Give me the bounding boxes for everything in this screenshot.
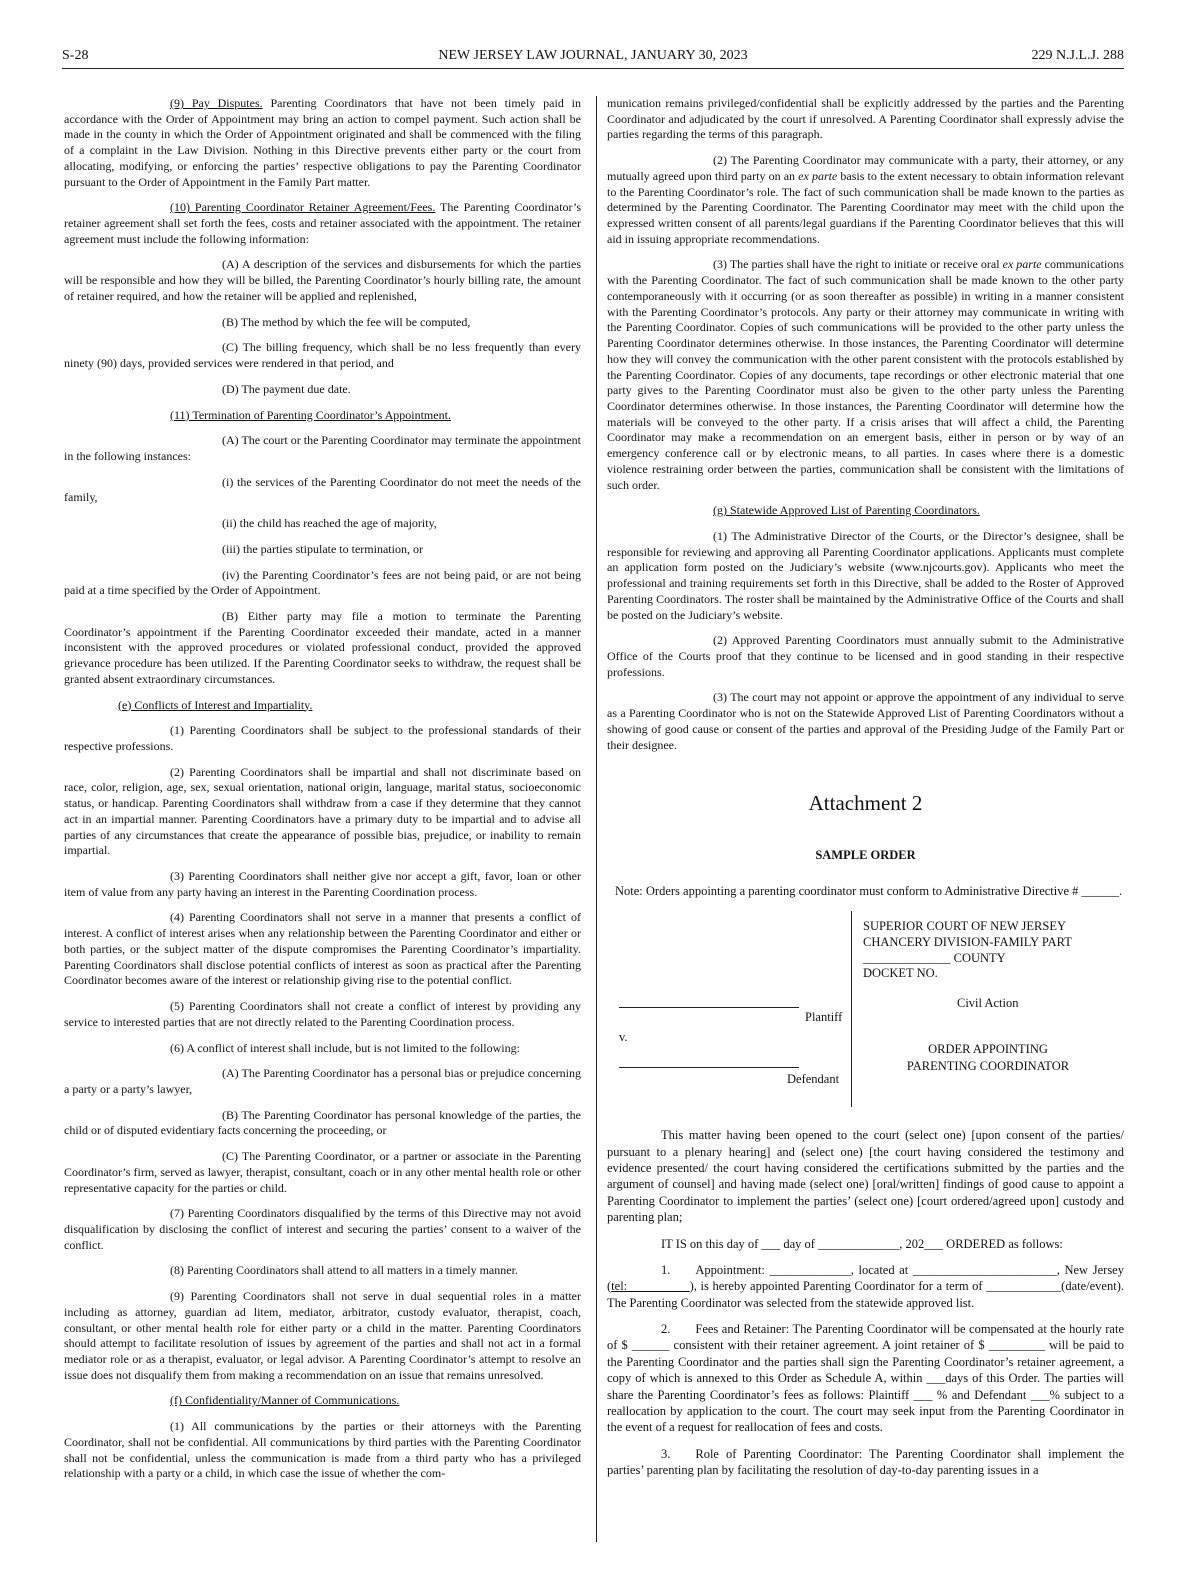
paragraph: (1) Parenting Coordinators shall be subject to the professional standards of their respective professions.	[64, 723, 581, 753]
paragraph: (2) Approved Parenting Coordinators must annually submit to the Administrative Office of the Courts proof that they continue to be licensed and in good standing in their respective professions.	[607, 633, 1124, 679]
section-heading-text: (g) Statewide Approved List of Parenting Coordinators.	[713, 503, 980, 518]
order-item-fees: 2. Fees and Retainer: The Parenting Coordinator will be compensated at the hourly rate of $ ______ consistent with their retainer agreement. A joint retainer of $ _________ will be paid to the Parenting Coordinator and the parties shall sign the Parenting Coordinator’s retainer agreement, a copy of which is annexed to this Order as Schedule A, within ___days of this Order. The parties will share the Parenting Coordinator’s fees as follows: Plaintiff ___ % and Defendant ___% subject to a reallocation by application to the court. The court may seek input from the Parenting Coordinator in the event of a request for reallocation of fees and costs.	[607, 1322, 1124, 1435]
paragraph-text: ), is hereby appointed Parenting Coordinator for a term of ____________(date/event). The Parenting Coordinator was selected from the statewide approved list.	[607, 1279, 1124, 1310]
paragraph: munication remains privileged/confidential shall be explicitly addressed by the parties and the Parenting Coordinator and adjudicated by the court if unresolved. A Parenting Coordinator shall expressly advise the parties regarding the terms of this paragraph.	[607, 96, 1124, 142]
paragraph: (8) Parenting Coordinators shall attend to all matters in a timely manner.	[170, 1263, 518, 1278]
county-line: ______________ COUNTY	[863, 950, 1006, 965]
order-recital: This matter having been opened to the court (select one) [upon consent of the parties/ pursuant to a plenary hearing] and (select one) [the court having considered the testimony and evidence presented/ the court having considered the certifications submitted by the parties and the argument of counsel] and having made (select one) [oral/written] findings of good cause to appoint a Parenting Coordinator to implement the parties’ (select one) [court ordered/agreed upon] custody and parenting plan;	[607, 1128, 1124, 1225]
italic-term: ex parte	[798, 168, 838, 183]
order-clause: IT IS on this day of ___ day of _____________, 202___ ORDERED as follows:	[661, 1236, 1063, 1251]
sample-order-title: SAMPLE ORDER	[815, 847, 916, 862]
paragraph: (7) Parenting Coordinators disqualified by the terms of this Directive may not avoid disqualification by disclosing the conflict of interest and securing the parties’ consent to a waiver of the conflict.	[64, 1206, 581, 1252]
order-title-line: PARENTING COORDINATOR	[906, 1058, 1070, 1073]
section-heading-text: (11) Termination of Parenting Coordinator’s Appointment.	[170, 407, 451, 422]
paragraph: (1) All communications by the parties or their attorneys with the Parenting Coordinator, shall not be confidential. All communications by third parties with the Parenting Coordinator shall not be confidential, unless the communication is made from a third party who has a privileged relationship with a party or a child, in which case the issue of whether the com-	[64, 1419, 581, 1481]
court-division: CHANCERY DIVISION-FAMILY PART	[863, 934, 1072, 949]
civil-action-label: Civil Action	[957, 996, 1019, 1011]
paragraph: (4) Parenting Coordinators shall not serve in a manner that presents a conflict of interest. A conflict of interest arises when any relationship between the Parenting Coordinator and either or both parties, or the subject matter of the dispute compromises the Parenting Coordinator’s impartiality. Parenting Coordinators shall disclose potential conflicts of interest as soon as practical after the Parenting Coordinator becomes aware of the interest or relationship giving rise to the potential conflict.	[64, 910, 581, 988]
section-heading	[607, 503, 1124, 519]
paragraph: (C) The Parenting Coordinator, or a partner or associate in the Parenting Coordinator’s firm, served as lawyer, therapist, consultant, coach or in any other mental health role or other representative capacity for the parties or child.	[64, 1149, 581, 1195]
section-heading	[64, 408, 581, 424]
page-number: S-28	[62, 48, 89, 63]
paragraph-text: communications with the Parenting Coordinator. The fact of such communication shall be made known to the other party contemporaneously with it occurring (or as soon thereafter as possible) in writing in a manner consistent with the Parenting Coordinator’s protocols. Any party or their attorney may communicate in writing with the Parenting Coordinator. Copies of such communications will be provided to the other party unless the Parenting Coordinator determines otherwise. In those instances, the Parenting Coordinator will determine how they will convey the communication with the other parent consistent with the protocols established by the Parenting Coordinator. Copies of any documents, tape recordings or other electronic material that one party gives to the Parenting Coordinator must also be given to the other party unless the Parenting Coordinator determines otherwise. In those instances, the Parenting Coordinator will determine how the materials will be conveyed to the other party. If a crisis arises that will affect a child, the Parenting Coordinator may make a recommendation on an emergent basis, either in person or by way of an emergency conference call or by electronic means, to all parties. In cases where there is a domestic violence restraining order between the parties, communication shall be consistent with the limitations of such order.	[607, 257, 1124, 492]
section-heading	[64, 698, 581, 714]
paragraph-text: The Parenting Coordinator’s retainer agreement shall set forth the fees, costs and retainer associated with the appointment. The retainer agreement must include the following information:	[64, 200, 581, 246]
paragraph: (A) The court or the Parenting Coordinator may terminate the appointment in the following instances:	[64, 433, 582, 463]
court-name: SUPERIOR COURT OF NEW JERSEY	[863, 919, 1066, 934]
paragraph	[607, 153, 1124, 247]
paragraph: (A) A description of the services and disbursements for which the parties will be responsible and how they will be billed, the Parenting Coordinator’s hourly billing rate, the amount of retainer required, and how the retainer will be applied and replenished,	[64, 257, 581, 303]
column-divider	[596, 96, 597, 1542]
paragraph: (D) The payment due date.	[222, 381, 351, 396]
journal-title: NEW JERSEY LAW JOURNAL, JANUARY 30, 2023	[438, 48, 748, 63]
paragraph: (iv) the Parenting Coordinator’s fees are not being paid, or are not being paid at a time specified by the Order of Appointment.	[64, 567, 581, 598]
paragraph	[607, 257, 1124, 493]
docket-number: DOCKET NO.	[863, 966, 938, 981]
telephone-field: tel:__________	[611, 1279, 690, 1294]
paragraph: (ii) the child has reached the age of majority,	[222, 516, 437, 531]
plaintiff-label: Plantiff	[805, 1010, 843, 1025]
paragraph: (6) A conflict of interest shall include, but is not limited to the following:	[170, 1040, 520, 1055]
paragraph: (2) Parenting Coordinators shall be impartial and shall not discriminate based on race, color, religion, age, sex, sexual orientation, national origin, language, marital status, socioeconomic status, or handicap. Parenting Coordinators shall withdraw from a case if they determine that they cannot act in an impartial manner. Parenting Coordinators have a primary duty to be impartial and to advise all parties of any circumstances that create the appearance of possible bias, prejudice, or inability to remain impartial.	[64, 764, 581, 858]
defendant-line	[619, 1067, 799, 1068]
section-heading	[64, 1393, 581, 1409]
paragraph	[64, 96, 581, 190]
case-caption	[607, 911, 1124, 1107]
paragraph: (1) The Administrative Director of the Courts, or the Director’s designee, shall be responsible for reviewing and approving all Parenting Coordinator applications. Applicants must complete an application form posted on the Judiciary’s website (www.njcourts.gov). Applicants who meet the professional and training requirements set forth in this Directive, shall be added to the Roster of Approved Parenting Coordinators. The roster shall be maintained by the Administrative Office of the Courts and shall be posted on the Judiciary’s website.	[607, 528, 1124, 622]
paragraph: (B) The Parenting Coordinator has personal knowledge of the parties, the child or of disputed evidentiary facts concerning the proceeding, or	[64, 1107, 581, 1138]
defendant-label: Defendant	[787, 1072, 840, 1087]
paragraph	[64, 200, 581, 247]
paragraph-text: (2) The Parenting Coordinator may communicate with a party, their attorney, or any mutually agreed upon third party on an	[607, 153, 1124, 183]
order-item-appointment	[607, 1262, 1124, 1311]
paragraph: (iii) the parties stipulate to termination, or	[222, 541, 423, 556]
paragraph-text: basis to the extent necessary to obtain information relevant to the Parenting Coordinator’s role. The fact of such communication shall be made known to the parties as determined by the Parenting Coordinator. The Parenting Coordinator may meet with the child upon the expressed written consent of all parents/legal guardians if the Parenting Coordinator believes that this will aid in issuing appropriate recommendations.	[607, 168, 1124, 246]
paragraph-text: Parenting Coordinators that have not been timely paid in accordance with the Order of Appointment may bring an action to compel payment. Such action shall be made in the county in which the Order of Appointment originated and shall be commenced with the filing of a complaint in the Law Division. Nothing in this Directive prevents either party or the court from allocating, modifying, or enforcing the parties’ respective obligations to pay the Parenting Coordinator pursuant to the Order of Appointment in the Family Part matter.	[64, 96, 581, 189]
paragraph: (A) The Parenting Coordinator has a personal bias or prejudice concerning a party or a party’s lawyer,	[64, 1066, 581, 1096]
attachment-title: Attachment 2	[808, 791, 923, 816]
caption-divider	[851, 911, 852, 1107]
paragraph: (3) The court may not appoint or approve the appointment of any individual to serve as a Parenting Coordinator who is not on the Statewide Approved List of Parenting Coordinators without a showing of good cause or consent of the parties and approval of the Presiding Judge of the Family Part or their designee.	[607, 690, 1124, 752]
header-rule	[62, 68, 1124, 69]
section-heading: (9) Pay Disputes.	[170, 96, 263, 110]
court-block	[863, 919, 1072, 982]
page-header	[62, 48, 1124, 68]
order-item-role: 3. Role of Parenting Coordinator: The Parenting Coordinator shall implement the parties’ parenting plan by facilitating the resolution of day-to-day parenting issues in a	[607, 1446, 1124, 1477]
section-heading-text: (f) Confidentiality/Manner of Communications.	[170, 1393, 400, 1408]
paragraph-text: 1. Appointment: _____________, located at _______________________, New Jersey (	[607, 1262, 1124, 1294]
paragraph: (5) Parenting Coordinators shall not create a conflict of interest by providing any service to interested parties that are not directly related to the Parenting Coordination process.	[64, 999, 581, 1029]
paragraph-text: (3) The parties shall have the right to initiate or receive oral	[713, 257, 1003, 272]
citation: 229 N.J.L.J. 288	[1031, 48, 1124, 63]
paragraph: (i) the services of the Parenting Coordinator do not meet the needs of the family,	[64, 474, 581, 505]
versus-label: v.	[619, 1030, 628, 1045]
italic-term: ex parte	[1002, 257, 1042, 272]
left-column	[64, 96, 581, 1482]
paragraph: (3) Parenting Coordinators shall neither give nor accept a gift, favor, loan or other item of value from any party having an interest in the Parenting Coordination process.	[64, 869, 581, 899]
order-title	[863, 1041, 1113, 1074]
paragraph: (B) The method by which the fee will be computed,	[222, 314, 471, 329]
order-title-line: ORDER APPOINTING	[928, 1042, 1048, 1057]
note: Note: Orders appointing a parenting coordinator must conform to Administrative Directive # ______.	[615, 883, 1123, 898]
right-column	[607, 96, 1124, 1478]
paragraph: (B) Either party may file a motion to terminate the Parenting Coordinator’s appointment if the Parenting Coordinator exceeded their mandate, acted in a manner inconsistent with the approved procedures or violated professional conduct, provided the approved grievance procedure has been utilized. If the Parenting Coordinator seeks to withdraw, the request shall be granted absent extraordinary circumstances.	[64, 608, 581, 686]
plaintiff-line	[619, 1007, 799, 1008]
section-heading-text: (e) Conflicts of Interest and Impartiality.	[118, 697, 313, 712]
section-heading: (10) Parenting Coordinator Retainer Agreement/Fees.	[170, 200, 436, 215]
paragraph: (9) Parenting Coordinators shall not serve in dual sequential roles in a matter including as attorney, guardian ad litem, mediator, arbitrator, custody evaluator, therapist, coach, consultant, or other mental health role for either party or a child in the matter. Parenting Coordinators should attempt to facilitate resolution of issues by agreement of the parties and shall not act in a formal mediator role or as a therapist, evaluator, or legal advisor. A Parenting Coordinator’s attempt to resolve an issue does not disqualify them from making a recommendation on an issue that remains unresolved.	[64, 1289, 581, 1382]
paragraph: (C) The billing frequency, which shall be no less frequently than every ninety (90) days, provided services were rendered in that period, and	[64, 340, 581, 371]
